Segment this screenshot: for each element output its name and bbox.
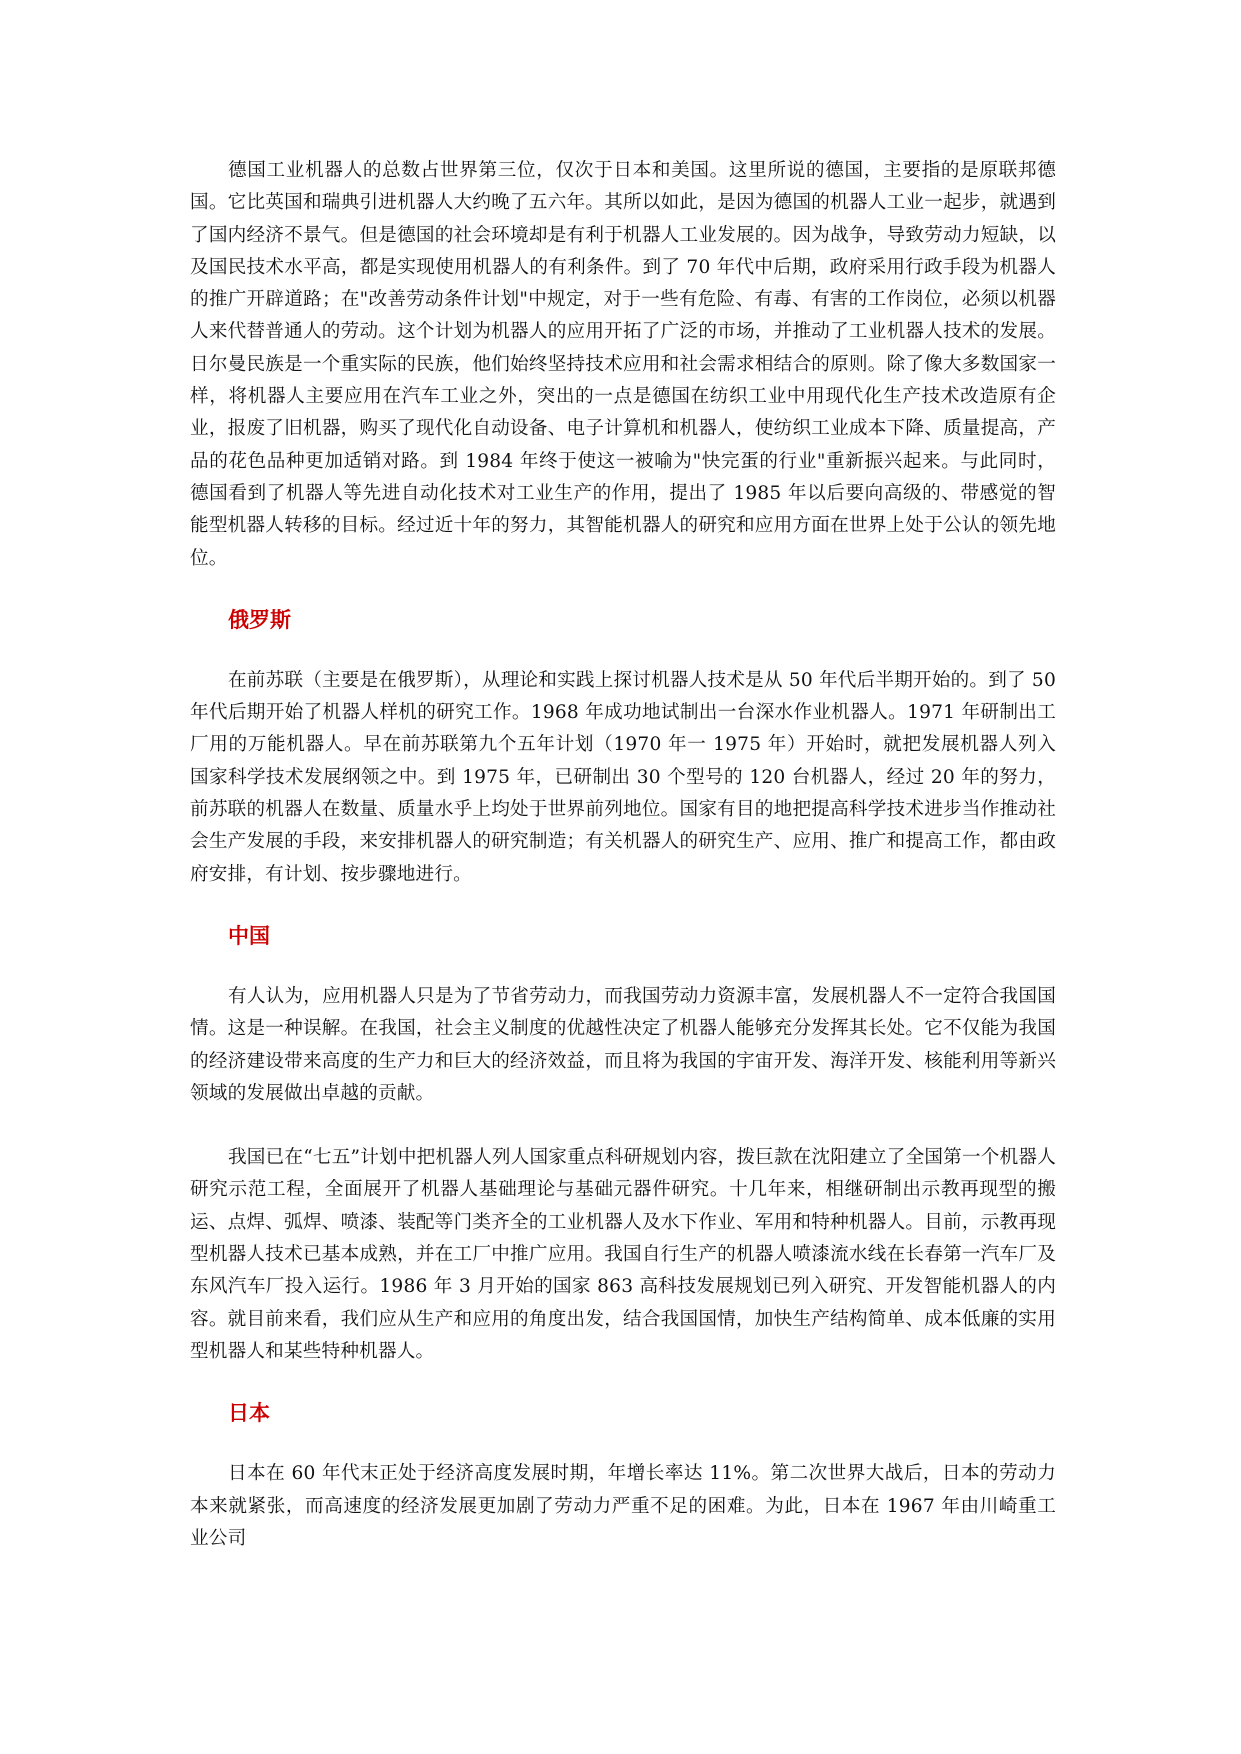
paragraph-germany: 德国工业机器人的总数占世界第三位，仅次于日本和美国。这里所说的德国，主要指的是原联邦德国。它比英国和瑞典引进机器人大约晚了五六年。其所以如此，是因为德国的机器人工业一起步，就遇到了国内经济不景气。但是德国的社会环境却是有利于机器人工业发展的。因为战争，导致劳动力短缺，以及国民技术水平高，都是实现使用机器人的有利条件。到了 70 年代中后期，政府采用行政手段为机器人的推广开辟道路；在"改善劳动条件计划"中规定，对于一些有危险、有毒、有害的工作岗位，必须以机器人来代替普通人的劳动。这个计划为机器人的应用开拓了广泛的市场，并推动了工业机器人技术的发展。日尔曼民族是一个重实际的民族，他们始终坚持技术应用和社会需求相结合的原则。除了像大多数国家一样，将机器人主要应用在汽车工业之外，突出的一点是德国在纺织工业中用现代化生产技术改造原有企业，报废了旧机器，购买了现代化自动设备、电子计算机和机器人，使纺织工业成本下降、质量提高，产品的花色品种更加适销对路。到 1984 年终于使这一被喻为"快完蛋的行业"重新振兴起来。与此同时，德国看到了机器人等先进自动化技术对工业生产的作用，提出了 1985 年以后要向高级的、带感觉的智能型机器人转移的目标。经过近十年的努力，其智能机器人的研究和应用方面在世界上处于公认的领先地位。 bbox=[190, 160, 1056, 569]
paragraph-china-1: 有人认为，应用机器人只是为了节省劳动力，而我国劳动力资源丰富，发展机器人不一定符合我国国情。这是一种误解。在我国，社会主义制度的优越性决定了机器人能够充分发挥其长处。它不仅能为我国的经济建设带来高度的生产力和巨大的经济效益，而且将为我国的宇宙开发、海洋开发、核能利用等新兴领域的发展做出卓越的贡献。 bbox=[190, 985, 1056, 1104]
paragraph-japan: 日本在 60 年代末正处于经济高度发展时期，年增长率达 11%。第二次世界大战后，日本的劳动力本来就紧张，而高速度的经济发展更加剧了劳动力严重不足的困难。为此，日本在 1967 年由川崎重工业公司 bbox=[190, 1463, 1056, 1549]
section-heading-china: 中国 bbox=[228, 923, 270, 948]
section-heading-japan: 日本 bbox=[228, 1401, 270, 1426]
paragraph-china-2: 我国已在“七五”计划中把机器人列人国家重点科研规划内容，拨巨款在沈阳建立了全国第一个机器人研究示范工程，全面展开了机器人基础理论与基础元器件研究。十几年来，相继研制出示教再现型的搬运、点焊、弧焊、喷漆、装配等门类齐全的工业机器人及水下作业、军用和特种机器人。目前，示教再现型机器人技术已基本成熟，并在工厂中推广应用。我国自行生产的机器人喷漆流水线在长春第一汽车厂及东风汽车厂投入运行。1986 年 3 月开始的国家 863 高科技发展规划已列入研究、开发智能机器人的内容。就目前来看，我们应从生产和应用的角度出发，结合我国国情，加快生产结构简单、成本低廉的实用型机器人和某些特种机器人。 bbox=[190, 1147, 1056, 1362]
document-page bbox=[190, 155, 1056, 1555]
section-heading-russia: 俄罗斯 bbox=[228, 607, 291, 632]
paragraph-russia: 在前苏联（主要是在俄罗斯），从理论和实践上探讨机器人技术是从 50 年代后半期开始的。到了 50 年代后期开始了机器人样机的研究工作。1968 年成功地试制出一台深水作业机器人。1971 年研制出工厂用的万能机器人。早在前苏联第九个五年计划（1970 年一 1975 年）开始时，就把发展机器人列入国家科学技术发展纲领之中。到 1975 年，已研制出 30 个型号的 120 台机器人，经过 20 年的努力，前苏联的机器人在数量、质量水乎上均处于世界前列地位。国家有目的地把提高科学技术进步当作推动社会生产发展的手段，来安排机器人的研究制造；有关机器人的研究生产、应用、推广和提高工作，都由政府安排，有计划、按步骤地进行。 bbox=[190, 669, 1056, 885]
